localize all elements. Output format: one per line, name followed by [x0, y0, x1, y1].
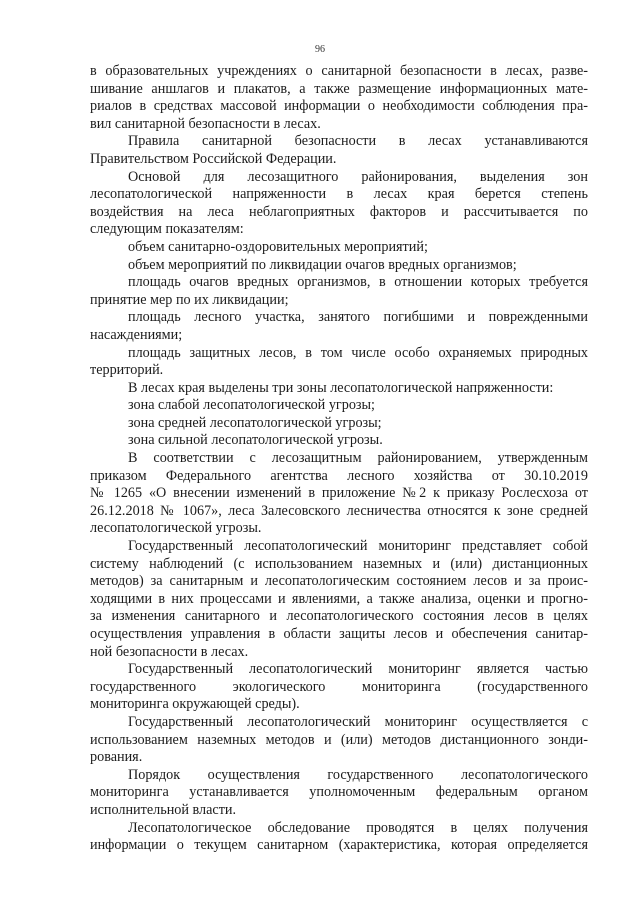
page-number: 96 [315, 44, 325, 55]
paragraph [90, 133, 588, 168]
text-line: принятие мер по их ликвидации; [90, 291, 289, 308]
text-line: государственного экологического мониторинга (государственного [90, 678, 588, 695]
paragraph [90, 397, 588, 415]
text-line: Правила санитарной безопасности в лесах устанавливаются [128, 133, 588, 150]
paragraph [90, 415, 588, 433]
text-line: рования. [90, 749, 143, 766]
text-line: Порядок осуществления государственного лесопатологического [128, 766, 588, 783]
paragraph [90, 239, 588, 257]
text-line: объем мероприятий по ликвидации очагов вредных организмов; [128, 256, 517, 273]
text-line: лесопатологической напряженности в лесах края берется степень [90, 186, 588, 203]
text-line: воздействия на леса неблагоприятных факторов и рассчитывается по [90, 203, 588, 220]
text-line: площадь защитных лесов, в том числе особо охраняемых природных [128, 344, 588, 361]
text-line: за изменения санитарного и лесопатологического состояния лесов в целях [90, 608, 588, 625]
text-line: лесопатологической угрозы. [90, 520, 262, 537]
text-line: площадь лесного участка, занятого погибшими и поврежденными [128, 309, 588, 326]
text-line: риалов в средствах массовой информации о необходимости соблюдения пра- [90, 98, 588, 115]
text-line: зона сильной лесопатологической угрозы. [128, 432, 383, 449]
text-line: 26.12.2018 № 1067», леса Залесовского лесничества относятся к зоне средней [90, 502, 588, 519]
text-line: ходящими в них процессами и явлениями, а также анализа, оценки и прогно- [90, 590, 588, 607]
paragraph [90, 432, 588, 450]
text-line: использованием наземных методов и (или) методов дистанционного зонди- [90, 731, 588, 748]
paragraph [90, 63, 588, 133]
text-line: насаждениями; [90, 326, 183, 343]
paragraph [90, 274, 588, 309]
text-line: объем санитарно-оздоровительных мероприятий; [128, 238, 428, 255]
text-line: Основой для лесозащитного районирования, выделения зон [128, 168, 588, 185]
text-line: следующим показателям: [90, 221, 244, 238]
text-line: мониторинга устанавливается уполномоченным федеральным органом [90, 784, 588, 801]
text-line: исполнительной власти. [90, 801, 237, 818]
text-line: методов) за санитарным и лесопатологическим состоянием лесов и за проис- [90, 573, 588, 590]
text-line: шивание аншлагов и плакатов, а также размещение информационных мате- [90, 80, 588, 97]
text-line: В соответствии с лесозащитным районированием, утвержденным [128, 450, 588, 467]
paragraph [90, 714, 588, 767]
text-line: информации о текущем санитарном (характеристика, которая определяется [90, 837, 588, 854]
paragraph [90, 661, 588, 714]
paragraph [90, 257, 588, 275]
text-line: Лесопатологическое обследование проводятся в целях получения [128, 819, 588, 836]
text-line: зона средней лесопатологической угрозы; [128, 414, 382, 431]
text-line: вил санитарной безопасности в лесах. [90, 115, 321, 132]
text-line: в образовательных учреждениях о санитарной безопасности в лесах, разве- [90, 63, 588, 79]
text-line: осуществления управления в области защиты лесов и обеспечения санитар- [90, 626, 588, 642]
paragraph [90, 309, 588, 344]
text-line: территорий. [90, 362, 164, 379]
paragraph [90, 380, 588, 398]
text-line: Государственный лесопатологический мониторинг представляет собой [128, 538, 588, 555]
text-line: систему наблюдений (с использованием наземных и (или) дистанционных [90, 555, 588, 572]
paragraph [90, 820, 588, 855]
paragraph [90, 450, 588, 538]
text-line: Правительством Российской Федерации. [90, 150, 337, 167]
text-line: № 1265 «О внесении изменений в приложение №2 к приказу Рослесхоза от [90, 485, 588, 502]
text-line: Государственный лесопатологический мониторинг является частью [128, 661, 588, 678]
text-line: мониторинга окружающей среды). [90, 696, 300, 713]
document-body [90, 63, 588, 855]
paragraph [90, 538, 588, 661]
paragraph [90, 767, 588, 820]
paragraph [90, 345, 588, 380]
text-line: зона слабой лесопатологической угрозы; [128, 397, 375, 414]
text-line: площадь очагов вредных организмов, в отношении которых требуется [128, 274, 588, 291]
paragraph [90, 169, 588, 239]
text-line: В лесах края выделены три зоны лесопатологической напряженности: [128, 379, 554, 396]
text-line: приказом Федерального агентства лесного хозяйства от 30.10.2019 [90, 467, 588, 484]
text-line: ной безопасности в лесах. [90, 643, 249, 660]
text-line: Государственный лесопатологический мониторинг осуществляется с [128, 713, 588, 730]
